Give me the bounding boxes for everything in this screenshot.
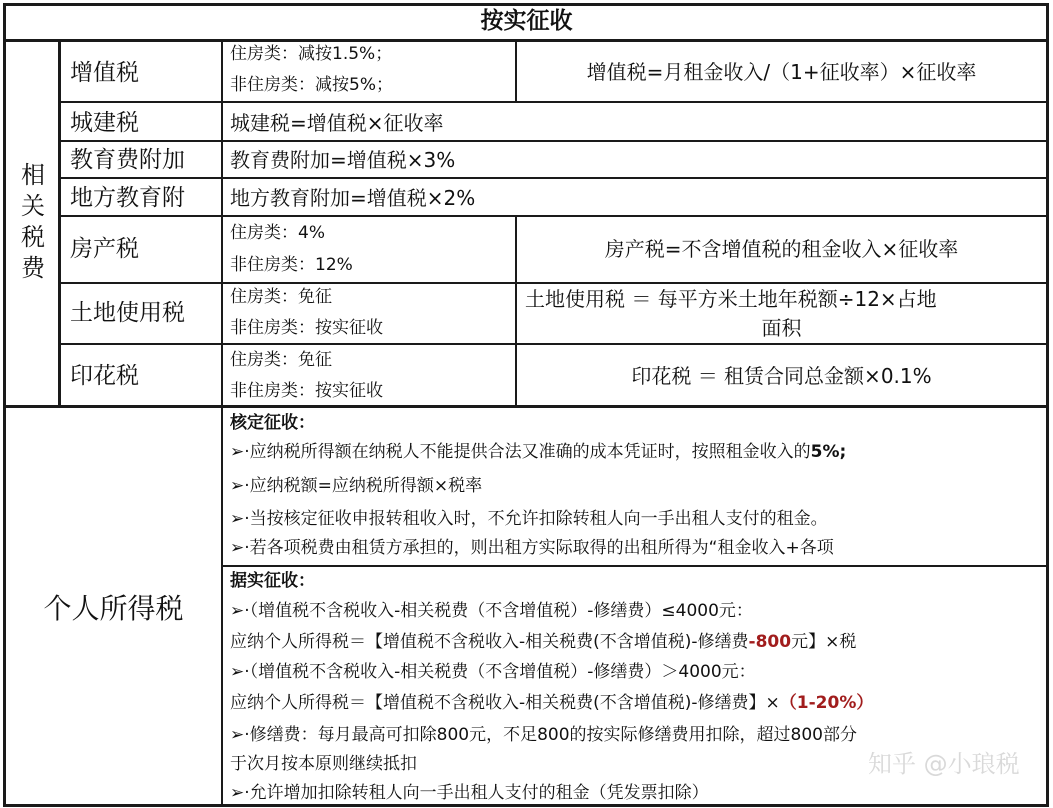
list-item: ➢·当按核定征收申报转租收入时，不允许扣除转租人向一手出租人支付的租金。 [230,509,828,529]
list-item: ➢·若各项税费由租赁方承担的，则出租方实际取得的出租所得为“租金收入+各项 [230,538,834,558]
tax-name: 土地使用税 [70,300,185,326]
tax-name: 印花税 [70,363,139,389]
formula-line: 应纳个人所得税＝【增值税不含税收入-相关税费(不含增值税)-修缮费】×（1-20%） [230,693,874,713]
formula-line: 应纳个人所得税＝【增值税不含税收入-相关税费(不含增值税)-修缮费-800元】×税 [230,632,857,652]
tax-detail: 非住房类：按实征收 [230,381,383,401]
tax-detail: 住房类：减按1.5%； [230,44,393,64]
list-item: ➢·应纳税所得额在纳税人不能提供合法又准确的成本凭证时，按照租金收入的5%; [230,442,847,462]
tax-formula: 教育费附加=增值税×3% [230,148,456,172]
list-item: ➢·（增值税不含税收入-相关税费（不含增值税）-修缮费）≤4000元： [230,601,753,621]
list-item: ➢·应纳税额=应纳税所得额×税率 [230,476,483,496]
tax-detail: 住房类：4% [230,223,325,243]
tax-name: 地方教育附 [70,185,185,211]
pit-label: 个人所得税 [43,592,184,625]
list-item-cont: 于次月按本原则继续抵扣 [230,754,417,774]
list-item: ➢·允许增加扣除转租人向一手出租人支付的租金（凭发票扣除） [230,783,709,803]
tax-detail: 住房类：免征 [230,350,332,370]
tax-formula: 印花税 ＝ 租赁合同总金额×0.1% [631,364,932,388]
list-item: ➢·修缮费：每月最高可扣除800元，不足800的按实际修缮费用扣除，超过800部分 [230,725,857,745]
tax-formula: 房产税=不含增值税的租金收入×征收率 [604,237,959,261]
tax-formula: 土地使用税 ＝ 每平方米土地年税额÷12×占地 [525,287,937,311]
watermark: 知乎 @小琅税 [868,750,1020,778]
tax-name: 增值税 [70,60,139,86]
tax-formula: 城建税=增值税×征收率 [230,111,444,135]
list-item: ➢·（增值税不含税收入-相关税费（不含增值税）-修缮费）＞4000元： [230,662,756,682]
section-heading: 核定征收： [230,413,315,433]
tax-detail: 住房类：免征 [230,287,332,307]
tax-detail: 非住房类：12% [230,255,353,275]
group-label: 相关税费 [21,161,45,282]
tax-formula: 地方教育附加=增值税×2% [230,186,476,210]
tax-name: 城建税 [70,110,139,136]
tax-formula-cont: 面积 [761,316,802,340]
tax-name: 房产税 [70,236,139,262]
table-title: 按实征收 [480,8,573,34]
section-heading: 据实征收： [230,571,315,591]
tax-name: 教育费附加 [70,147,185,173]
tax-detail: 非住房类：减按5%； [230,75,393,95]
tax-detail: 非住房类：按实征收 [230,318,383,338]
tax-formula: 增值税=月租金收入/（1+征收率）×征收率 [586,60,977,84]
